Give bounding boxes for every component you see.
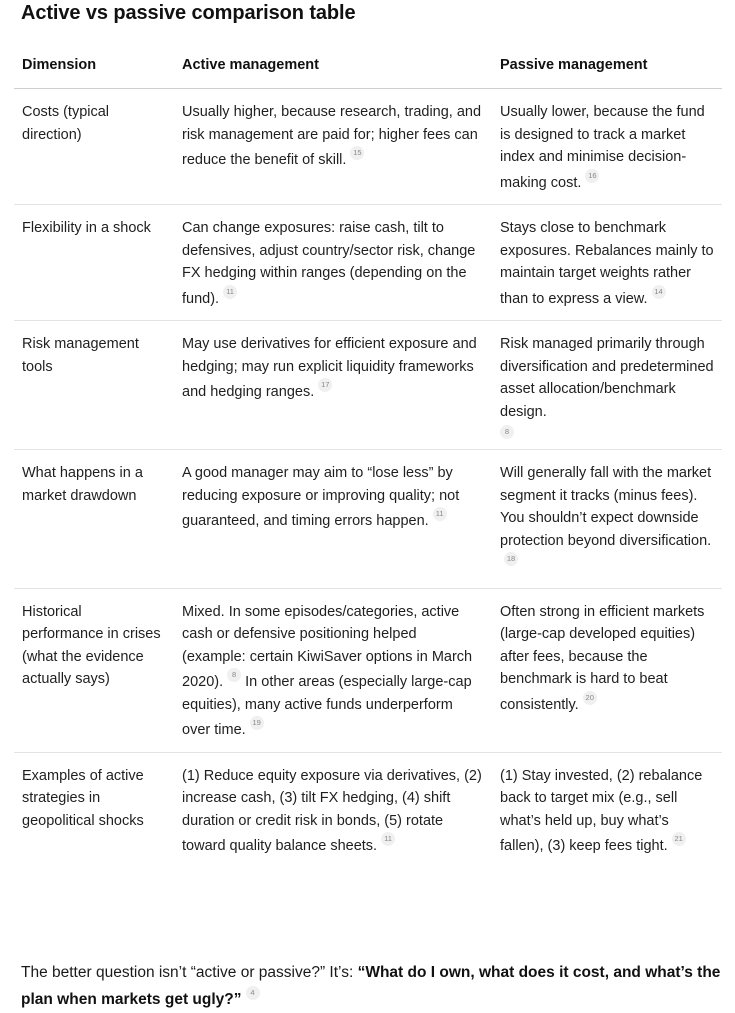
header-passive: Passive management [492,42,722,89]
cell-text: In other areas (especially large-cap equities), many active funds underperform over time. [182,674,472,738]
cell-passive [492,450,722,589]
cell-text: Risk managed primarily through diversification and predetermined asset allocation/benchmark design. [500,336,714,420]
footer-emphasis: “What do I own, what does it cost, and what’s the plan when markets get ugly?” [21,964,721,1008]
header-active: Active management [174,42,492,89]
citation-badge[interactable]: 14 [652,285,666,299]
cell-text: Will generally fall with the market segment it tracks (minus fees). You shouldn’t expect downside protection beyond diversification. [500,465,712,549]
cell-dimension: Risk management tools [14,321,174,450]
citation-badge[interactable]: 11 [381,832,395,846]
citation-badge[interactable]: 19 [250,716,264,730]
table-row [14,588,722,752]
cell-text: Often strong in efficient markets (large-cap developed equities) after fees, because the benchmark is hard to beat consistently. [500,603,705,713]
cell-active [174,752,492,868]
citation-badge[interactable]: 17 [318,378,332,392]
cell-active [174,588,492,752]
citation-badge[interactable]: 15 [350,146,364,160]
cell-text: Mixed. In some episodes/categories, active cash or defensive positioning helped (example: certain KiwiSaver options in March 2020). [182,603,473,690]
cell-text: (1) Reduce equity exposure via derivatives, (2) increase cash, (3) tilt FX hedging, (4) shift duration or credit risk in bonds, (5) rotate toward quality balance sheets. [182,767,482,854]
cell-active [174,321,492,450]
table-header-row [14,42,722,89]
table-row [14,450,722,589]
citation-badge[interactable]: 8 [227,668,241,682]
cell-dimension: Flexibility in a shock [14,205,174,321]
citation-badge[interactable]: 18 [504,552,518,566]
cell-active [174,450,492,589]
section-heading: Active vs passive comparison table [21,2,356,24]
cell-active [174,89,492,205]
citation-badge[interactable]: 21 [672,832,686,846]
cell-text: (1) Stay invested, (2) rebalance back to target mix (e.g., sell what’s held up, buy what’s fallen), (3) keep fees tight. [500,767,703,854]
table-row [14,89,722,205]
cell-passive [492,752,722,868]
table-row [14,205,722,321]
cell-passive [492,89,722,205]
cell-text: May use derivatives for efficient exposure and hedging; may run explicit liquidity frameworks and hedging ranges. [182,336,477,400]
citation-badge[interactable]: 4 [246,986,260,1000]
cell-text: Usually higher, because research, trading, and risk management are paid for; higher fees can reduce the benefit of skill. [182,104,482,168]
footer-lead: The better question isn’t “active or passive?” It’s: [21,964,358,981]
cell-dimension: Costs (typical direction) [14,89,174,205]
cell-text: A good manager may aim to “lose less” by reducing exposure or improving quality; not guaranteed, and timing errors happen. [182,465,460,529]
cell-passive [492,205,722,321]
cell-text: Stays close to benchmark exposures. Rebalances mainly to maintain target weights rather than to express a view. [500,220,714,307]
cell-text: Usually lower, because the fund is designed to track a market index and minimise decision-making cost. [500,104,705,191]
citation-badge[interactable]: 20 [583,691,597,705]
cell-active [174,205,492,321]
citation-badge[interactable]: 11 [433,507,447,521]
cell-text: Can change exposures: raise cash, tilt to defensives, adjust country/sector risk, change FX hedging within ranges (depending on the fund). [182,220,476,307]
citation-badge[interactable]: 8 [500,425,514,439]
cell-passive [492,588,722,752]
table-row [14,752,722,868]
cell-dimension: Examples of active strategies in geopolitical shocks [22,767,144,829]
closing-paragraph [21,960,721,1013]
header-dimension: Dimension [14,42,174,89]
table-row [14,321,722,450]
cell-dimension: Historical performance in crises (what the evidence actually says) [14,588,174,752]
citation-badge[interactable]: 16 [585,169,599,183]
comparison-table [14,42,722,868]
cell-passive [492,321,722,450]
citation-badge[interactable]: 11 [223,285,237,299]
cell-dimension: What happens in a market drawdown [14,450,174,589]
